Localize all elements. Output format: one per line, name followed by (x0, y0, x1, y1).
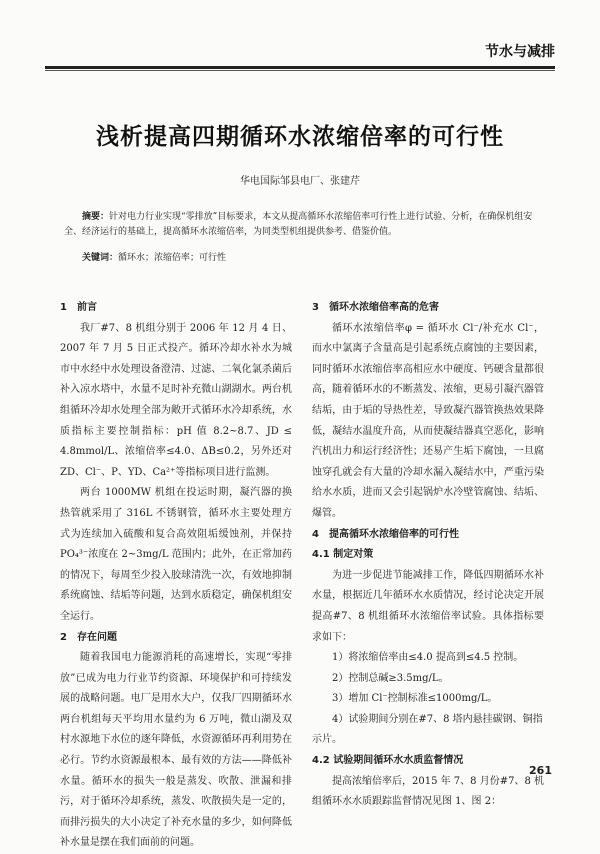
abstract-text: 针对电力行业实现“零排放”目标要求，本文从提高循环水浓缩倍率可行性上进行试验、分析，在确保机组安全、经济运行的基础上，提高循环水浓缩倍率，为同类型机组提供参考、借鉴价值。 (64, 212, 533, 237)
list-item: 1）将浓缩倍率由≤4.0 提高到≤4.5 控制。 (332, 652, 524, 664)
header-rule-thin (45, 70, 555, 71)
section-heading: 2 存在问题 (60, 631, 117, 643)
section-heading: 4 提高循环水浓缩倍率的可行性 (312, 528, 459, 540)
body-paragraph: 为进一步促进节能减排工作，降低四期循环水补水量，根据近几年循环水水质情况，经讨论决定开展提高#7、8 机组循环水浓缩倍率试验。具体指标要求如下： (312, 569, 544, 643)
keywords (82, 250, 542, 263)
article-author: 华电国际邹县电厂、张建芹 (240, 176, 360, 187)
section-heading: 3 循环水浓缩倍率高的危害 (312, 302, 439, 313)
body-paragraph: 随着我国电力能源消耗的高速增长，实现“零排放”已成为电力行业节约资源、环境保护和可持续发展的战略问题。电厂是用水大户，仅我厂四期循环水两台机组每天平均用水量约为 6 万吨，微山湖及双村水源地下水位的逐年降低，水资源循环再利用势在必行。节约水资源最根本、最有效的方法——降低补水量。循环水的损失一般是蒸发、吹散、泄漏和排污，对于循环冷却系统，蒸发、吹散损失是一定的，而排污损失的大小决定了补充水量的多少，如何降低补水量是摆在我们面前的问题。 (60, 652, 292, 849)
keywords-text: 循环水；浓缩倍率；可行性 (118, 253, 227, 263)
section-tag: 节水与减排 (485, 44, 555, 60)
left-column (60, 298, 292, 854)
list-item: 3）增加 Cl⁻控制标准≤1000mg/L。 (332, 693, 498, 705)
body-paragraph: 提高浓缩倍率后，2015 年 7、8 月份#7、8 机组循环水水质跟踪监督情况见图 1、图 2： (312, 775, 544, 808)
body-paragraph: 两台 1000MW 机组在投运时期，凝汽器的换热管就采用了 316L 不锈钢管，循环水主要处理方式为连续加入硫酸和复合高效阻垢缓蚀剂，并保持 PO₄³⁻浓度在 2~3mg/L 范围内；此外，在正常加药的情况下，每周至少投入胶球清洗一次，有效地抑制系统腐蚀、结垢等问题，达到水质稳定，确保机组安全运行。 (60, 487, 292, 622)
abstract (64, 210, 540, 240)
keywords-label: 关键词： (82, 253, 119, 263)
section-heading: 1 前言 (60, 302, 97, 313)
article-title: 浅析提高四期循环水浓缩倍率的可行性 (96, 124, 504, 150)
list-item: 4）试验期间分别在#7、8 塔内悬挂碳钢、铜指示片。 (312, 713, 543, 746)
body-paragraph: 我厂#7、8 机组分别于 2006 年 12 月 4 日、2007 年 7 月 5 日正式投产。循环冷却水补水为城市中水经中水处理设备澄清、过滤、二氧化氯杀菌后补入凉水塔中，水量不足时补充微山湖湖水。两台机组循环冷却水处理全部为敞开式循环水冷却系统，水质指标主要控制指标：pH 值 8.2~8.7、JD ≤ 4.8mmol/L、浓缩倍率≤4.0、ΔB≤0.2，另外还对 ZD、Cl⁻、P、YD、Ca²⁺等指标项目进行监测。 (60, 322, 292, 478)
section-heading: 4.1 制定对策 (312, 549, 374, 561)
list-item: 2）控制总碱≥3.5mg/L。 (332, 672, 449, 684)
abstract-label: 摘要： (82, 212, 110, 222)
header-rule (45, 66, 555, 69)
page-number: 261 (529, 764, 552, 777)
body-paragraph: 循环水浓缩倍率φ = 循环水 Cl⁻/补充水 Cl⁻，而水中氯离子含量高是引起系统点腐蚀的主要因素，同时循环水浓缩倍率高相应水中硬度、钙硬含量都很高，随着循环水的不断蒸发、浓缩，更易引凝汽器管结垢，由于垢的导热性差，导致凝汽器管换热效果降低，凝结水温度升高，从而使凝结器真空恶化，影响汽机出力和运行经济性；还易产生垢下腐蚀，一旦腐蚀穿孔就会有大量的冷却水漏入凝结水中，严重污染给水水质，进而又会引起锅炉水冷壁管腐蚀、结垢、爆管。 (312, 322, 544, 519)
section-heading: 4.2 试验期间循环水水质监督情况 (312, 755, 464, 767)
requirement-list (312, 648, 544, 751)
right-column (312, 298, 544, 813)
